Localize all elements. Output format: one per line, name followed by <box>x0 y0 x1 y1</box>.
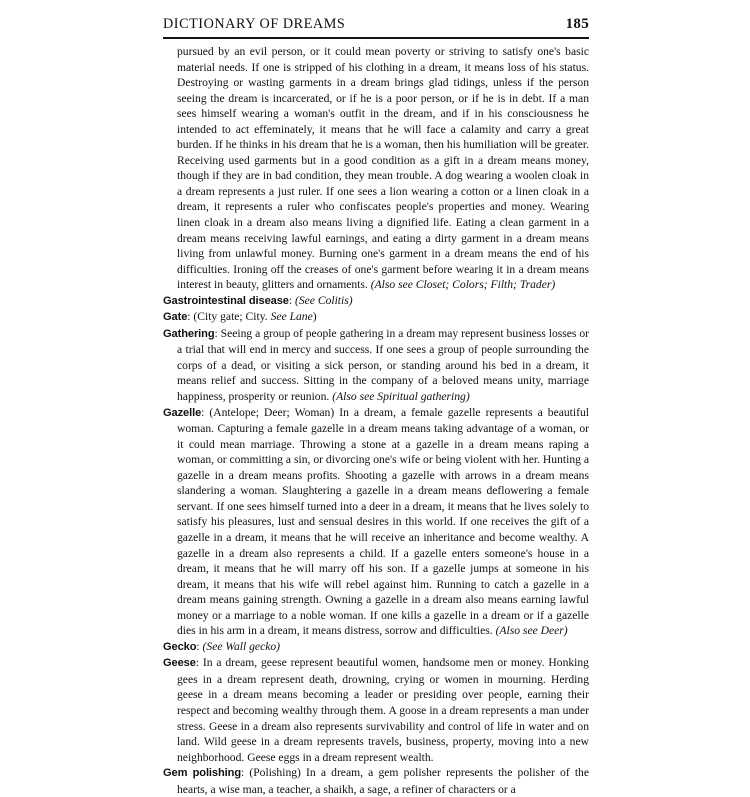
header-rule <box>163 37 589 39</box>
entry-gate <box>163 309 589 326</box>
page-number: 185 <box>565 16 589 32</box>
running-head-title: DICTIONARY OF DREAMS <box>163 16 346 32</box>
entry-trailing: ) <box>312 310 317 324</box>
entry-term: Gazelle <box>163 406 202 419</box>
entry-separator: : <box>196 639 203 653</box>
entry-term: Gathering <box>163 327 215 340</box>
entry-cross-reference: See Lane <box>270 310 313 324</box>
entry-cross-reference: (Also see Spiritual gathering) <box>332 390 470 404</box>
entry-cross-reference: (Also see Deer) <box>495 624 568 638</box>
entry-gastrointestinal-disease <box>163 293 589 310</box>
running-head <box>163 16 589 33</box>
continued-paragraph-text: pursued by an evil person, or it could mean poverty or striving to satisfy one's basic material needs. If one is stripped of his clothing in a dream, it means loss of his status. Destroying or wasting garments in a dream brings glad tidings, unless if the person seeing the dream is incarcerated, or if he is a poor person, or if he is in debt. If a man sees himself wearing a woman's outfit in the dream, and if in his consciousness he intended to act effeminately, it means that he will face a calamity and carry a great burden. If he thinks in his dream that he is a woman, then his humiliation will be greater. Receiving used garments but in a good condition as a gift in a dream means money, though if they are in bad condition, they mean trouble. A dog wearing a woolen cloak in a dream represents a just ruler. If one sees a lion wearing a cotton or a linen cloak in a dream, it represents a ruler who confiscates people's properties and money. Wearing linen cloak in a dream also means living a dignified life. Eating a clean garment in a dream means receiving lawful earnings, and eating a dirty garment in a dream means living from unlawful money. Burning one's garment in a dream means the end of his difficulties. Ironing off the creases of one's garment before wearing it in a dream means interest in beauty, glitters and ornaments. <box>177 45 589 292</box>
entry-separator: : <box>195 656 203 670</box>
entry-term: Gecko <box>163 640 197 653</box>
entry-gecko <box>163 639 589 656</box>
entry-body: Seeing a group of people gathering in a dream may represent business losses or a trial that will end in mercy and success. If one sees a group of people surrounding the corps of a dead, or visiting a sick person, or standing around his bed in a dream, it means relief and success. Sitting in the company of a beloved means unity, marriage happiness, prosperity or reunion. <box>177 326 590 404</box>
entry-separator: : <box>288 293 295 307</box>
entry-term: Geese <box>163 657 196 670</box>
continued-paragraph <box>163 44 589 293</box>
entry-term: Gate <box>163 311 188 324</box>
entry-term: Gem polishing <box>163 767 241 780</box>
continued-paragraph-cross-reference: (Also see Closet; Colors; Filth; Trader) <box>370 278 556 292</box>
entry-gathering <box>163 326 589 405</box>
entry-body: In a dream, geese represent beautiful women, handsome men or money. Honking gees in a dream represent death, drowning, crying or women in mourning. Herding geese in a dream means becoming a leader or presiding over people, earning their respect and becoming wealthy through them. A goose in a dream represents a man under stress. Geese in a dream also represents survivability and control of life in water and on land. Wild geese in a dream represents travels, business, property, moving into a new neighborhood. Geese eggs in a dream represent wealth. <box>177 656 589 764</box>
text-column <box>163 44 589 797</box>
entry-separator: : <box>187 310 194 324</box>
entry-body: (City gate; City. <box>193 310 271 324</box>
entry-separator: : <box>201 405 210 419</box>
entry-gazelle <box>163 405 589 639</box>
entry-body: (Antelope; Deer; Woman) In a dream, a female gazelle represents a beautiful woman. Capturing a female gazelle in a dream means taking advantage of a woman, or it could mean marriage. Throwing a stone at a gazelle in a dream means raping a woman, or committing a sin, or divorcing one's wife or being violent with her. Hunting a gazelle in a dream means profits. Shooting a gazelle with arrows in a dream means slandering a woman. Slaughtering a gazelle in a dream means deflowering a female servant. If one sees himself turned into a deer in a dream, it means that he lives solely to satisfy his pleasures, lust and sensual desires in this world. If one receives the gift of a gazelle in a dream, it means that he will receive an inheritance and become wealthy. A gazelle in a dream also represents a child. If a gazelle enters someone's house in a dream, it means that he will marry off his son. If a gazelle jumps at someone in his dream, it means that his wife will rebel against him. Running to catch a gazelle in a dream means gaining strength. Owning a gazelle in a dream also means earning lawful money or a marriage to a noble woman. If one kills a gazelle in a dream or if a gazelle dies in his arm in a dream, it means distress, sorrow and difficulties. <box>177 405 589 638</box>
entry-separator: : <box>241 766 250 780</box>
entry-separator: : <box>214 326 221 340</box>
entry-body: (Polishing) In a dream, a gem polisher represents the polisher of the hearts, a wise man, a teacher, a shaikh, a sage, a refiner of characters or a <box>177 766 589 796</box>
entry-geese <box>163 655 589 765</box>
entry-cross-reference: (See Wall gecko) <box>202 639 281 653</box>
entry-cross-reference: (See Colitis) <box>294 293 353 307</box>
entry-term: Gastrointestinal disease <box>163 294 289 307</box>
entry-gem-polishing <box>163 765 589 797</box>
